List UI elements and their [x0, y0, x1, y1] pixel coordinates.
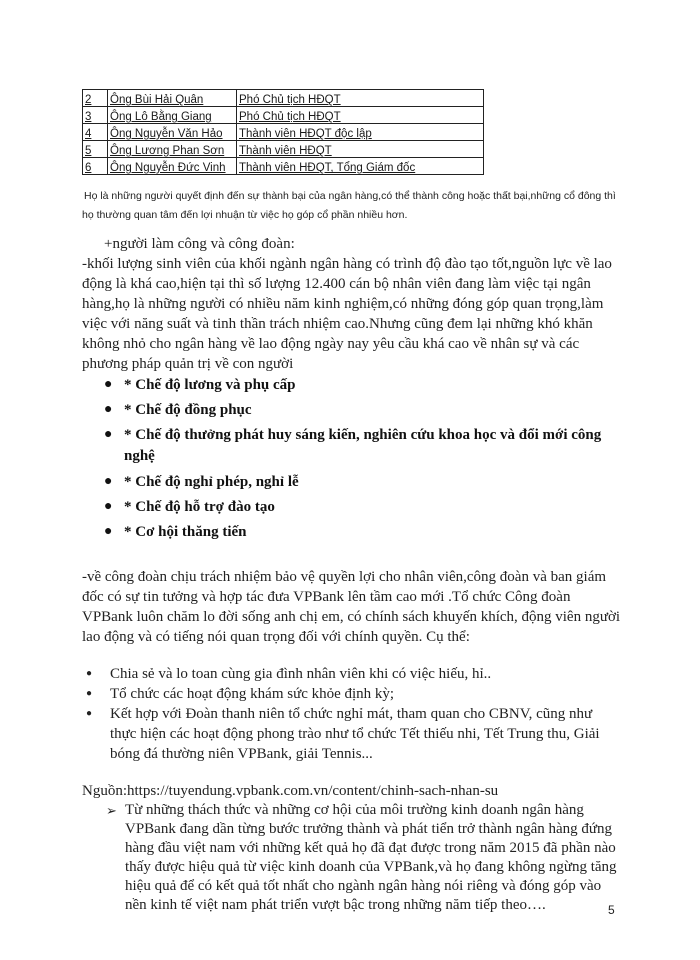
- paragraph-line: hàng,họ là những người có nhiều năm kinh nghiệm,có những đóng góp quan trọng,làm: [82, 296, 604, 312]
- bullet-icon: ●: [86, 708, 93, 719]
- member-name: Ông Nguyễn Văn Hảo: [108, 124, 237, 141]
- list-item-text: * Chế độ lương và phụ cấp: [124, 377, 296, 393]
- note-line: Họ là những người quyết định đến sự thành bại của ngân hàng,có thể thành công hoặc thất bại,những cổ đông thì: [84, 190, 616, 202]
- bullet-icon: ●: [104, 499, 113, 514]
- list-item-text: Tổ chức các hoạt động khám sức khỏe định kỳ;: [110, 686, 395, 702]
- paragraph-line: không nhỏ cho ngân hàng về lao động ngày nay yêu cầu khá cao về nhân sự và các: [82, 336, 580, 352]
- row-number: 2: [83, 90, 108, 107]
- member-name: Ông Lương Phan Sơn: [108, 141, 237, 158]
- paragraph-line: lao động và có tiếng nói quan trọng đối với chính quyền. Cụ thể:: [82, 629, 470, 645]
- table-row: [83, 124, 484, 141]
- member-role: Phó Chủ tịch HĐQT: [237, 107, 484, 124]
- table-row: [83, 107, 484, 124]
- list-item-text: * Cơ hội thăng tiến: [124, 524, 247, 540]
- paragraph-line: việc với năng suất và tinh thần trách nhiệm cao.Nhưng cũng đem lại những khó khăn: [82, 316, 593, 332]
- row-number: 4: [83, 124, 108, 141]
- table-row: [83, 158, 484, 175]
- board-members-table: [82, 89, 484, 175]
- section-heading: +người làm công và công đoàn:: [104, 236, 295, 252]
- page-number: 5: [608, 903, 615, 917]
- conclusion-line: nền kinh tế việt nam phát triển vượt bậc trong những năm tiếp theo….: [125, 897, 546, 913]
- conclusion-line: thấy được hiệu quả từ việc kinh doanh của VPBank,và họ đang không ngừng tăng: [125, 859, 617, 875]
- list-item-text: * Chế độ đồng phục: [124, 402, 252, 418]
- source-line: Nguồn:https://tuyendung.vpbank.com.vn/content/chinh-sach-nhan-su: [82, 783, 499, 799]
- list-item-text: * Chế độ hỗ trợ đào tạo: [124, 499, 275, 515]
- note-line: họ thường quan tâm đến lợi nhuận từ việc họ góp cổ phần nhiều hơn.: [82, 209, 408, 221]
- paragraph-line: đốc có sự tin tưởng và hợp tác đưa VPBank lên tầm cao mới .Tổ chức Công đoàn: [82, 589, 571, 605]
- bullet-icon: ●: [104, 377, 113, 392]
- bullet-icon: ●: [104, 474, 113, 489]
- member-name: Ông Nguyễn Đức Vinh: [108, 158, 237, 175]
- paragraph-line: VPBank luôn chăm lo đời sống anh chị em, có chính sách khuyến khích, động viên người: [82, 609, 621, 625]
- row-number: 3: [83, 107, 108, 124]
- list-item-text: * Chế độ thưởng phát huy sáng kiến, nghiên cứu khoa học và đổi mới công: [124, 427, 602, 443]
- row-number: 5: [83, 141, 108, 158]
- list-item-text: thực hiện các hoạt động phong trào như tổ chức Tết thiếu nhi, Tết Trung thu, Giải: [110, 726, 600, 742]
- conclusion-line: hàng đầu việt nam với những kết quả họ đã đạt được trong năm 2015 đã phần nào: [125, 840, 616, 856]
- paragraph-line: -về công đoàn chịu trách nhiệm bảo vệ quyền lợi cho nhân viên,công đoàn và ban giám: [82, 569, 607, 585]
- bullet-icon: ●: [104, 524, 113, 539]
- bullet-icon: ●: [104, 427, 113, 442]
- member-role: Phó Chủ tịch HĐQT: [237, 90, 484, 107]
- table-row: [83, 141, 484, 158]
- paragraph-line: -khối lượng sinh viên của khối ngành ngân hàng có trình độ đào tạo tốt,nguồn lực về lao: [82, 256, 612, 272]
- conclusion-line: hiệu quả để có kết quả tốt nhất cho ngành ngân hàng nói riêng và đóng góp vào: [125, 878, 602, 894]
- bullet-icon: ●: [104, 402, 113, 417]
- paragraph-line: phương pháp quản trị về con người: [82, 356, 294, 372]
- bullet-icon: ●: [86, 668, 93, 679]
- list-item-text: Chia sẻ và lo toan cùng gia đình nhân viên khi có việc hiếu, hỉ..: [110, 666, 492, 682]
- member-role: Thành viên HĐQT: [237, 141, 484, 158]
- bullet-icon: ●: [86, 688, 93, 699]
- paragraph-line: động là khá cao,hiện tại thì số lượng 12.400 cán bộ nhân viên đang làm việc tại ngân: [82, 276, 591, 292]
- member-role: Thành viên HĐQT độc lập: [237, 124, 484, 141]
- member-name: Ông Lô Bằng Giang: [108, 107, 237, 124]
- arrow-bullet-icon: ➢: [106, 803, 117, 818]
- list-item-text: * Chế độ nghỉ phép, nghỉ lễ: [124, 474, 299, 490]
- table-row: [83, 90, 484, 107]
- conclusion-line: VPBank đang dần từng bước trưởng thành và phát tiển trở thành ngân hàng đứng: [125, 821, 613, 837]
- list-item-text: bóng đá thường niên VPBank, giải Tennis...: [110, 746, 373, 762]
- row-number: 6: [83, 158, 108, 175]
- list-item-text: Kết hợp với Đoàn thanh niên tổ chức nghỉ mát, tham quan cho CBNV, cũng như: [110, 706, 593, 722]
- member-role: Thành viên HĐQT, Tổng Giám đốc: [237, 158, 484, 175]
- list-item-text: nghệ: [124, 448, 155, 464]
- member-name: Ông Bùi Hải Quân: [108, 90, 237, 107]
- conclusion-line: Từ những thách thức và những cơ hội của môi trường kinh doanh ngân hàng: [125, 802, 584, 818]
